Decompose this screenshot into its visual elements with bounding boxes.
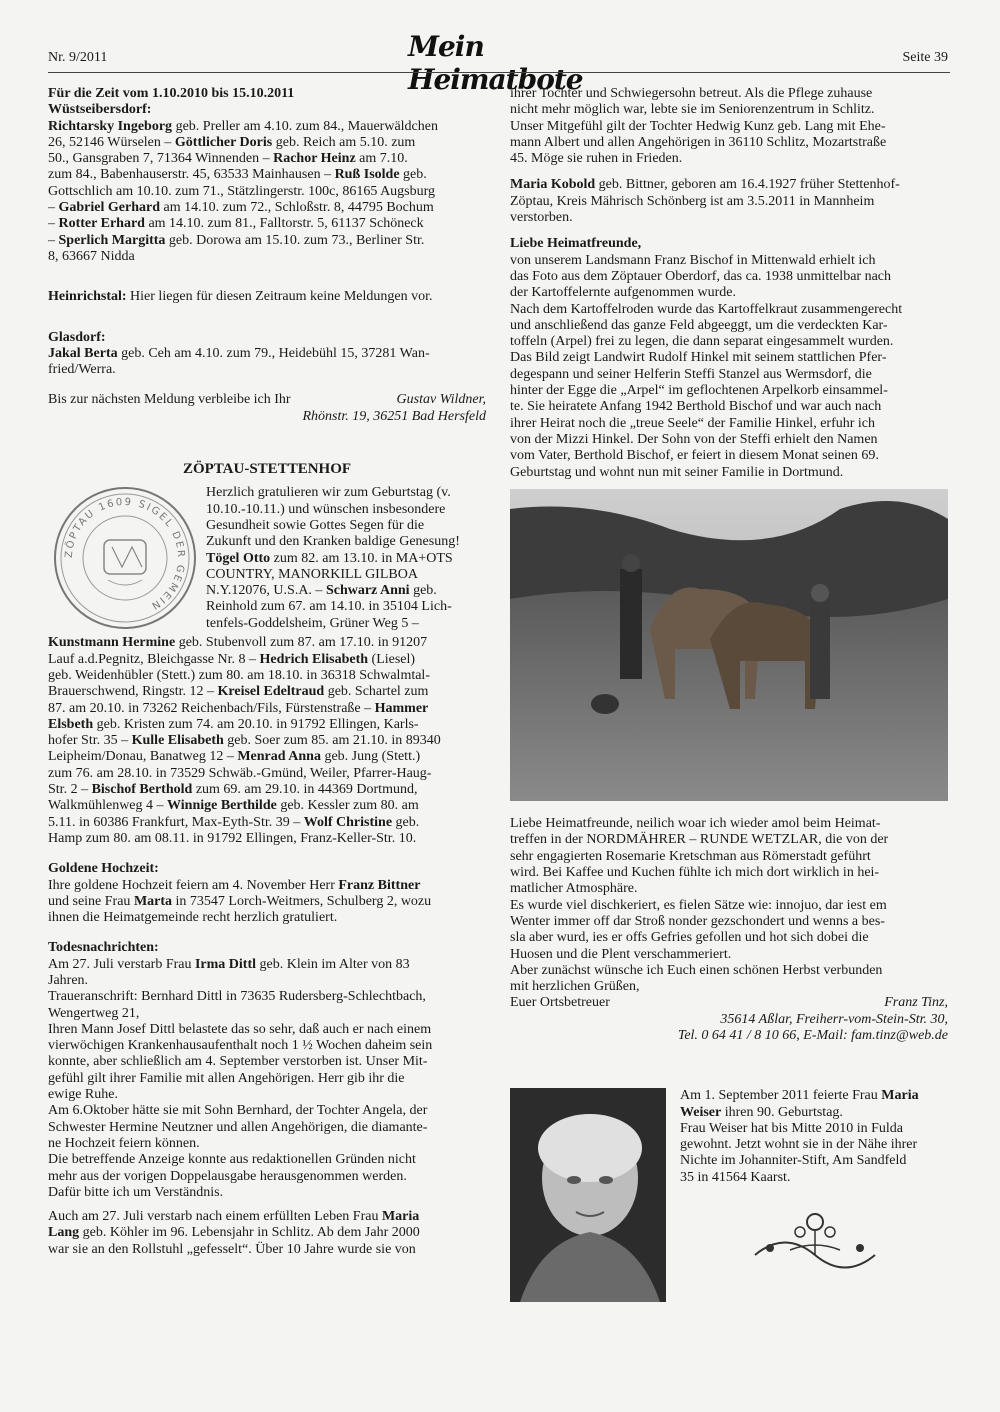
text-line: Geburtstag und wohnt nun mit seiner Familie in Dortmund. [510,464,844,480]
text-line: Elsbeth geb. Kristen zum 74. am 20.10. in 91792 Ellingen, Karls- [48,716,419,732]
text-line: und anschließend das ganze Feld abgeeggt, um die verdeckten Kar- [510,317,888,333]
death-notice-dittl [48,957,486,1201]
death-heading: Todesnachrichten: [48,940,159,956]
floral-ornament-image [750,1200,880,1270]
harvest-photo [510,489,948,801]
text-line: ne Hochzeit feiern können. [48,1135,200,1151]
text-line: Richtarsky Ingeborg geb. Preller am 4.10. zum 84., Mauerwäldchen [48,118,438,134]
text-line: der Kartoffelernte aufgenommen wurde. [510,285,736,301]
period-heading: Für die Zeit vom 1.10.2010 bis 15.10.2011 [48,86,295,101]
text-line: matlicher Atmosphäre. [510,881,638,897]
text-line: 26, 52146 Würselen – Göttlicher Doris geb. Reich am 5.10. zum [48,134,416,150]
svg-text:ZÖPTAU 1609 SIGEL DER GEMEIN: ZÖPTAU 1609 SIGEL DER GEMEIN [63,497,187,613]
text-line: Herzlich gratulieren wir zum Geburtstag (v. [206,485,451,501]
right-column [510,86,948,1302]
text-line: Jakal Berta geb. Ceh am 4.10. zum 79., Heidebühl 15, 37281 Wan- [48,345,430,361]
text-line: Lauf a.d.Pegnitz, Bleichgasse Nr. 8 – Hedrich Elisabeth (Liesel) [48,651,416,667]
text-line: 50., Gansgraben 7, 71364 Winnenden – Rachor Heinz am 7.10. [48,151,408,167]
text-line: Aber zunächst wünsche ich Euch einen schönen Herbst verbunden [510,962,883,978]
text-line: Zukunft und den Kranken baldige Genesung! [206,534,460,550]
text-line: Gesundheit sowie Gottes Segen für die [206,517,425,533]
text-line: gefühl gilt ihrer Familie mit allen Angehörigen. Herr gib ihr die [48,1070,405,1086]
text-line: fried/Werra. [48,362,116,378]
text-line: Ihren Mann Josef Dittl belastete das so sehr, daß auch er nach einem [48,1021,432,1037]
text-line: Am 1. September 2011 feierte Frau Maria [680,1088,919,1104]
friends-heading: Liebe Heimatfreunde, [510,236,642,252]
section-title: ZÖPTAU-STETTENHOF [182,461,352,478]
golden-wedding [48,878,486,927]
masthead-logo: Mein Heimatbote [408,30,583,96]
text-line: hofer Str. 35 – Kulle Elisabeth geb. Soer zum 85. am 21.10. in 89340 [48,733,441,749]
weiser-birthday-text [680,1088,948,1186]
text-line: – Sperlich Margitta geb. Dorowa am 15.10. zum 73., Berliner Str. [48,232,425,248]
text-line: sla aber wurd, ies er offs Gefries gefollen und hot sich dobei die [510,930,869,946]
text-line: Nichte im Johanniter-Stift, Am Sandfeld [680,1153,907,1169]
text-line: vom Vater, Berthold Bischof, er feiert in diesem Monat seinen 69. [510,448,879,464]
text-line: mann Albert und allen Angehörigen in 36110 Schlitz, Mozartstraße [510,134,887,150]
text-line: – Gabriel Gerhard am 14.10. zum 72., Schloßstr. 8, 44795 Bochum [48,200,434,216]
text-line: Brauerschwend, Ringstr. 12 – Kreisel Edeltraud geb. Schartel zum [48,684,429,700]
text-line: Lang geb. Köhler im 96. Lebensjahr in Schlitz. Ab dem Jahr 2000 [48,1225,420,1241]
text-line: 5.11. in 60386 Frankfurt, Max-Eyth-Str. 39 – Wolf Christine geb. [48,814,420,830]
text-line: konnte, aber schließlich am 4. September verstorben ist. Unser Mit- [48,1054,428,1070]
text-line: 10.10.-10.11.) und wünschen insbesondere [206,501,446,517]
text-line: zum 84., Babenhauserstr. 45, 63533 Mainhausen – Ruß Isolde geb. [48,167,427,183]
death-notice-lang [48,1209,486,1258]
text-line: verstorben. [510,210,573,226]
meeting-story [510,816,948,995]
text-line: nicht mehr möglich war, lebte sie im Seniorenzentrum in Schlitz. [510,102,875,118]
text-line: geb. Weidenhübler (Stett.) zum 80. am 18.10. in 36318 Schwalmtal- [48,667,430,683]
tinz-contact: Tel. 0 64 41 / 8 10 66, E-Mail: fam.tinz@web.de [677,1027,948,1043]
death-notice-kobold [510,177,948,226]
text-line: treffen in der NORDMÄHRER – RUNDE WETZLAR, die von der [510,832,889,848]
text-line: 87. am 20.10. in 73262 Reichenbach/Fils, Fürstenstraße – Hammer [48,700,429,716]
text-line: ihnen die Heimatgemeinde recht herzlich gratuliert. [48,910,338,926]
text-line: Am 27. Juli verstarb Frau Irma Dittl geb. Klein im Alter von 83 [48,956,410,972]
text-line: Liebe Heimatfreunde, neilich woar ich wieder amol beim Heimat- [510,816,881,832]
golden-heading: Goldene Hochzeit: [48,861,159,877]
text-line: Nach dem Kartoffelroden wurde das Kartoffelkraut zusammengerecht [510,301,903,317]
text-line: Wengertweg 21, [48,1005,140,1021]
wuest-birthdays [48,119,486,266]
photo-story [510,253,948,481]
text-line: das Foto aus dem Zöptauer Oberdorf, das ca. 1938 unmittelbar nach [510,268,892,284]
text-line: te. Sie heiratete Anfang 1942 Berthold Bischof und war auch nach [510,399,882,415]
text-line: N.Y.12076, U.S.A. – Schwarz Anni geb. [206,583,437,599]
text-line: ihrer Heirat noch die „treue Seele“ der Familie Hinkel, erfuhr ich [510,415,876,431]
weiser-birthday-block [510,1088,948,1302]
text-line: Hamp zum 80. am 08.11. in 91792 Ellingen, Franz-Keller-Str. 10. [48,830,417,846]
text-line: Die betreffende Anzeige konnte aus redaktionellen Gründen nicht [48,1152,416,1168]
text-line: Leipheim/Donau, Banatweg 12 – Menrad Anna geb. Jung (Stett.) [48,749,421,765]
text-line: Es wurde viel dischkeriert, es fielen Sätze wie: innojuo, dar iest em [510,897,887,913]
text-line: 35 in 41564 Kaarst. [680,1169,791,1185]
text-line: von der Mizzi Hinkel. Der Sohn von der Steffi erhielt den Namen [510,431,878,447]
municipal-seal-image [52,485,198,631]
text-line: Das Bild zeigt Landwirt Rudolf Hinkel mit seinem stattlichen Pfer- [510,350,887,366]
text-line: Jahren. [48,972,89,988]
text-line: Ihre goldene Hochzeit feiern am 4. November Herr Franz Bittner [48,877,421,893]
text-line: war sie an den Rollstuhl „gefesselt“. Über 10 Jahre wurde sie von [48,1241,416,1257]
page-number: Seite 39 [902,50,948,65]
text-line: sehr engagierten Rosemarie Kretschman aus Römerstadt geführt [510,848,871,864]
text-line: Gottschlich am 10.10. zum 71., Stätzlingerstr. 100c, 86165 Augsburg [48,183,436,199]
heinrichstal-paragraph: Heinrichstal: Hier liegen für diesen Zeitraum keine Meldungen vor. [48,289,433,305]
text-line: von unserem Landsmann Franz Bischof in Mittenwald erhielt ich [510,252,876,268]
text-line: Zöptau, Kreis Mährisch Schönberg ist am 3.5.2011 in Mannheim [510,193,875,209]
wildner-signature: Bis zur nächsten Meldung verbleibe ich Ihr Gustav Wildner, [48,392,486,408]
text-line: Kunstmann Hermine geb. Stubenvoll zum 87. am 17.10. in 91207 [48,635,428,651]
text-line: hinter der Egge die „Arpel“ im geflochtenen Arpelkorb einsammel- [510,383,888,399]
text-line: Reinhold zum 67. am 14.10. in 35104 Lich- [206,599,452,615]
glasdorf-birthdays [48,346,486,379]
text-line: – Rotter Erhard am 14.10. zum 81., Falltorstr. 5, 61137 Schöneck [48,216,424,232]
text-line: vierwöchigen Krankenhausaufenthalt noch 1 ½ Wochen daheim sein [48,1038,433,1054]
text-line: 45. Möge sie ruhen in Frieden. [510,151,683,167]
issue-number: Nr. 9/2011 [48,50,108,65]
text-line: Maria Kobold geb. Bittner, geboren am 16.4.1927 früher Stettenhof- [510,177,900,193]
text-line: wird. Bei Kaffee und Kuchen fühlte ich mich dort wirklich in hei- [510,865,880,881]
text-line: toffeln (Arpel) frei zu legen, die dann separat eingesammelt wurden. [510,334,894,350]
text-line: Auch am 27. Juli verstarb nach einem erfüllten Leben Frau Maria [48,1209,420,1225]
glasdorf-heading: Glasdorf: [48,329,106,345]
text-line: Schwester Hermine Neutzner und allen Angehörigen, die diamante- [48,1119,428,1135]
text-line: und seine Frau Marta in 73547 Lorch-Weitmers, Schulberg 2, wozu [48,893,432,909]
text-line: mehr aus der vorigen Doppelausgabe herausgenommen werden. [48,1168,407,1184]
text-line: COUNTRY, MANORKILL GILBOA [206,566,418,582]
text-line: Tögel Otto zum 82. am 13.10. in MA+OTS [206,550,453,566]
text-line: Dafür bitte ich um Verständnis. [48,1184,224,1200]
zoeptau-birthdays [48,635,486,847]
tinz-signature: Euer Ortsbetreuer Franz Tinz, [510,995,948,1011]
text-line: Wenter immer off dar Stroß nonder gezschondert und wenns a bes- [510,913,885,929]
wildner-address: Rhönstr. 19, 36251 Bad Hersfeld [302,408,486,424]
tinz-address: 35614 Aßlar, Freiherr-vom-Stein-Str. 30, [720,1011,948,1027]
text-line: ihrer Tochter und Schwiegersohn betreut. Als die Pflege zuhause [510,86,873,101]
left-column [48,86,486,1258]
header-rule [48,72,950,73]
text-line: Huosen und die Plent verschammeriert. [510,946,732,962]
text-line: tenfels-Goddelsheim, Grüner Weg 5 – [206,615,419,631]
text-line: 8, 63667 Nidda [48,248,135,264]
text-line: degespann und seiner Helferin Steffi Stanzel aus Wermsdorf, die [510,366,872,382]
text-line: Str. 2 – Bischof Berthold zum 69. am 29.10. in 44369 Dortmund, [48,782,418,798]
text-line: Am 6.Oktober hätte sie mit Sohn Bernhard, der Tochter Angela, der [48,1103,428,1119]
text-line: zum 76. am 28.10. in 73529 Schwäb.-Gmünd, Weiler, Pfarrer-Haug- [48,765,432,781]
text-line: mit herzlichen Grüßen, [510,979,640,995]
text-line: Frau Weiser hat bis Mitte 2010 in Fulda [680,1120,903,1136]
death-notice-lang-cont [510,86,948,167]
wuest-heading: Wüstseibersdorf: [48,102,152,118]
text-line: Traueranschrift: Bernhard Dittl in 73635 Rudersberg-Schlechtbach, [48,989,426,1005]
text-line: Unser Mitgefühl gilt der Tochter Hedwig Kunz geb. Lang mit Ehe- [510,118,886,134]
text-line: Weiser ihren 90. Geburtstag. [680,1104,843,1120]
text-line: ewige Ruhe. [48,1087,118,1103]
text-line: Walkmühlenweg 4 – Winnige Berthilde geb. Kessler zum 80. am [48,798,419,814]
maria-weiser-portrait [510,1088,666,1302]
text-line: gewohnt. Jetzt wohnt sie in der Nähe ihrer [680,1137,918,1153]
